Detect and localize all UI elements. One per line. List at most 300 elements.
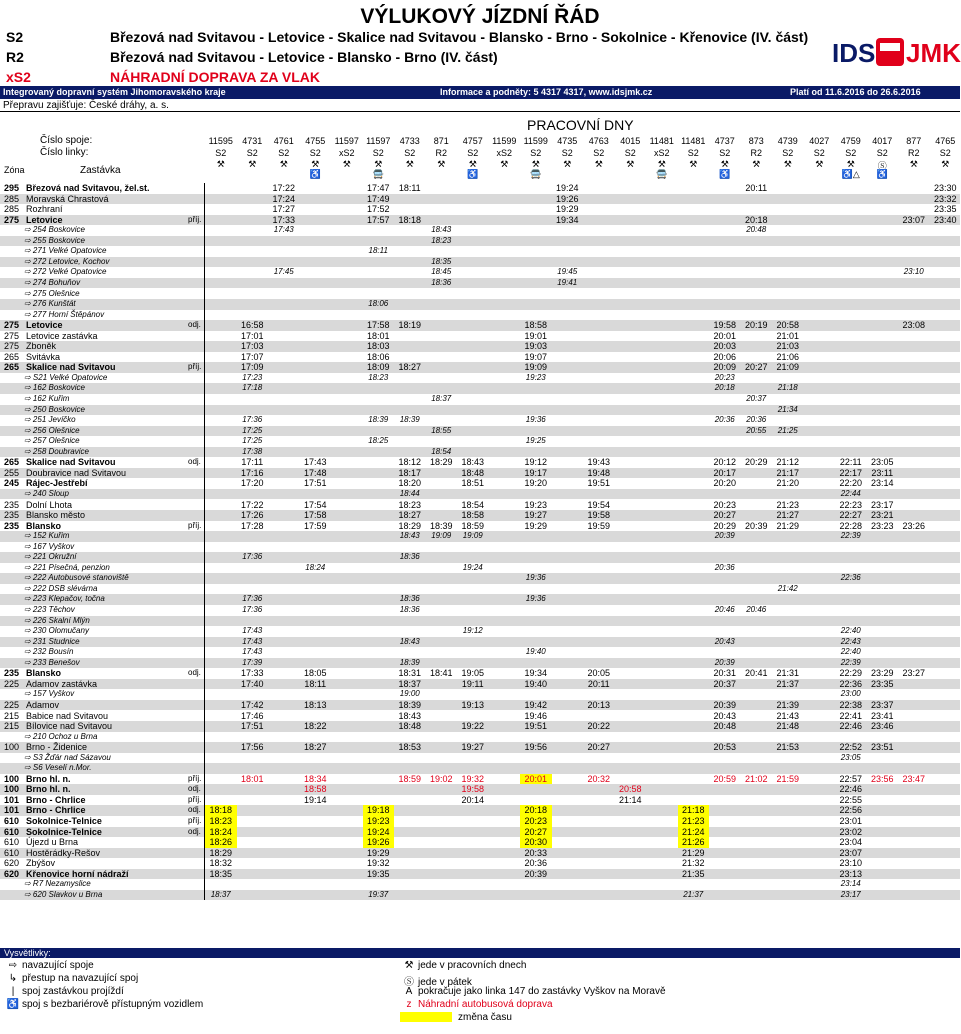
vehicle-icon: 🚍 bbox=[656, 169, 668, 179]
stop-row bbox=[0, 837, 960, 848]
departure-time: 22:56 bbox=[839, 805, 863, 816]
departure-time: 20:46 bbox=[746, 605, 767, 614]
stop-row bbox=[0, 457, 960, 468]
departure-time: 18:29 bbox=[209, 847, 233, 858]
departure-time: 21:09 bbox=[776, 362, 800, 373]
departure-time: 18:48 bbox=[398, 721, 422, 732]
line-number: xS2 bbox=[653, 148, 670, 158]
departure-time: 20:27 bbox=[713, 510, 737, 521]
connection-row bbox=[0, 236, 960, 247]
line-code: xS2 bbox=[6, 69, 31, 85]
stop-name: ⇨ R7 Nezamyslice bbox=[24, 879, 91, 889]
stop-row bbox=[0, 795, 960, 806]
departure-time: 19:24 bbox=[462, 562, 483, 572]
line-number: S2 bbox=[215, 148, 227, 158]
departure-time: 20:18 bbox=[744, 214, 768, 225]
departure-time: 19:34 bbox=[524, 668, 548, 679]
arrival-departure-marker: příj. bbox=[188, 520, 202, 530]
legend-text: jede v pracovních dnech bbox=[418, 960, 527, 971]
departure-time: 18:31 bbox=[398, 668, 422, 679]
connection-row bbox=[0, 763, 960, 774]
departure-time: 20:36 bbox=[714, 415, 735, 425]
departure-time: 20:23 bbox=[520, 816, 552, 827]
connection-row bbox=[0, 563, 960, 574]
arrival-departure-marker: příj. bbox=[188, 773, 202, 783]
svg-text:JMK: JMK bbox=[906, 38, 961, 68]
departure-time: 18:24 bbox=[305, 562, 326, 572]
stop-name: ⇨ 223 Klepačov, točna bbox=[24, 594, 105, 604]
legend-symbol: ⚒ bbox=[404, 960, 414, 971]
zone-number: 101 bbox=[4, 794, 20, 805]
departure-time: 17:36 bbox=[242, 415, 263, 425]
departure-time: 19:23 bbox=[525, 372, 546, 382]
departure-time: 19:24 bbox=[363, 827, 395, 838]
line-number: S2 bbox=[530, 148, 542, 158]
departure-time: 17:40 bbox=[240, 678, 264, 689]
departure-time: 18:24 bbox=[205, 827, 237, 838]
departure-time: 22:52 bbox=[839, 742, 863, 753]
legend-symbol: Ⓢ bbox=[404, 977, 414, 988]
departure-time: 18:29 bbox=[429, 457, 453, 468]
connection-row bbox=[0, 584, 960, 595]
stop-row bbox=[0, 521, 960, 532]
stop-name: ⇨ 233 Benešov bbox=[24, 657, 80, 667]
departure-time: 23:37 bbox=[870, 699, 894, 710]
connection-row bbox=[0, 489, 960, 500]
departure-time: 22:39 bbox=[840, 531, 861, 541]
departure-time: 18:17 bbox=[398, 467, 422, 478]
operating-day-icon: ⚒ bbox=[437, 159, 446, 169]
line-number: S2 bbox=[246, 148, 258, 158]
stop-name: ⇨ 167 Vyškov bbox=[24, 541, 75, 551]
operating-day-icon: ⚒ bbox=[248, 159, 257, 169]
departure-time: 19:29 bbox=[524, 520, 548, 531]
departure-time: 20:13 bbox=[587, 699, 611, 710]
departure-time: 23:14 bbox=[840, 879, 861, 889]
departure-time: 19:26 bbox=[555, 193, 579, 204]
operating-day-icon: ⚒ bbox=[815, 159, 824, 169]
zone-number: 235 bbox=[4, 520, 20, 531]
departure-time: 20:32 bbox=[587, 773, 611, 784]
departure-time: 19:37 bbox=[368, 889, 389, 899]
departure-time: 18:55 bbox=[431, 425, 452, 435]
departure-time: 18:43 bbox=[431, 225, 452, 235]
legend-item bbox=[400, 960, 526, 971]
stop-name: Blansko bbox=[26, 668, 62, 679]
departure-time: 19:23 bbox=[363, 816, 395, 827]
departure-time: 20:41 bbox=[744, 668, 768, 679]
departure-time: 18:27 bbox=[398, 510, 422, 521]
departure-time: 18:18 bbox=[398, 214, 422, 225]
departure-time: 18:54 bbox=[431, 446, 452, 456]
stop-name: Brno - Židenice bbox=[26, 742, 88, 753]
route-description: Březová nad Svitavou - Letovice - Blansko - Brno (IV. část) bbox=[110, 49, 498, 65]
departure-time: 21:01 bbox=[776, 330, 800, 341]
departure-time: 23:05 bbox=[840, 752, 861, 762]
departure-time: 17:20 bbox=[240, 478, 264, 489]
departure-time: 19:14 bbox=[303, 794, 327, 805]
departure-time: 23:40 bbox=[933, 214, 957, 225]
departure-time: 23:41 bbox=[870, 710, 894, 721]
zone-number: 215 bbox=[4, 721, 20, 732]
departure-time: 18:37 bbox=[210, 889, 231, 899]
operating-day-icon: Ⓢ bbox=[877, 161, 887, 171]
stop-name: ⇨ S6 Veselí n.Mor. bbox=[24, 763, 92, 773]
departure-time: 18:05 bbox=[303, 668, 327, 679]
departure-time: 19:18 bbox=[363, 805, 395, 816]
departure-time: 19:58 bbox=[587, 510, 611, 521]
train-number: 4765 bbox=[935, 136, 956, 146]
zone-label: Zóna bbox=[4, 165, 25, 175]
connection-row bbox=[0, 732, 960, 743]
connection-row bbox=[0, 542, 960, 553]
stop-row bbox=[0, 468, 960, 479]
stop-row bbox=[0, 194, 960, 205]
stop-name: Skalice nad Svitavou bbox=[26, 457, 116, 468]
departure-time: 21:03 bbox=[776, 341, 800, 352]
departure-time: 18:13 bbox=[303, 699, 327, 710]
line-code: S2 bbox=[6, 29, 24, 45]
departure-time: 21:31 bbox=[776, 668, 800, 679]
train-number: 4739 bbox=[777, 136, 798, 146]
departure-time: 17:39 bbox=[242, 657, 263, 667]
departure-time: 17:36 bbox=[242, 594, 263, 604]
departure-time: 19:29 bbox=[366, 847, 390, 858]
ids-jmk-logo bbox=[830, 26, 961, 78]
connection-row bbox=[0, 373, 960, 384]
stop-row bbox=[0, 478, 960, 489]
train-number: 4731 bbox=[242, 136, 263, 146]
zone-number: 265 bbox=[4, 351, 20, 362]
departure-time: 18:39 bbox=[398, 699, 422, 710]
departure-time: 18:11 bbox=[304, 678, 327, 689]
legend-text: jede v pátek bbox=[418, 977, 472, 988]
departure-time: 19:07 bbox=[524, 351, 548, 362]
vehicle-icon: ♿△ bbox=[841, 169, 860, 179]
departure-time: 17:16 bbox=[240, 467, 264, 478]
stop-name: ⇨ 251 Jevíčko bbox=[24, 415, 76, 425]
operating-day-icon: ⚒ bbox=[626, 159, 635, 169]
connection-row bbox=[0, 689, 960, 700]
departure-time: 19:51 bbox=[587, 478, 611, 489]
yellow-swatch bbox=[400, 1012, 452, 1022]
legend-item bbox=[400, 986, 666, 997]
departure-time: 22:36 bbox=[840, 573, 861, 583]
departure-time: 23:23 bbox=[870, 520, 894, 531]
line-number: S2 bbox=[719, 148, 731, 158]
route-description: NÁHRADNÍ DOPRAVA ZA VLAK bbox=[110, 69, 320, 85]
departure-time: 18:22 bbox=[303, 721, 327, 732]
departure-time: 18:27 bbox=[398, 362, 422, 373]
departure-time: 20:36 bbox=[746, 415, 767, 425]
departure-time: 23:47 bbox=[902, 773, 926, 784]
departure-time: 23:04 bbox=[839, 837, 863, 848]
line-number: S2 bbox=[845, 148, 857, 158]
departure-time: 22:17 bbox=[839, 467, 863, 478]
departure-time: 23:17 bbox=[870, 499, 894, 510]
departure-time: 22:11 bbox=[839, 457, 862, 468]
departure-time: 18:43 bbox=[398, 710, 422, 721]
departure-time: 20:46 bbox=[714, 605, 735, 614]
stop-name: ⇨ 258 Doubravice bbox=[24, 446, 89, 456]
departure-time: 19:42 bbox=[524, 699, 548, 710]
departure-time: 19:32 bbox=[461, 773, 485, 784]
departure-time: 23:32 bbox=[933, 193, 957, 204]
zone-number: 275 bbox=[4, 214, 20, 225]
legend-text: přestup na navazující spoj bbox=[22, 973, 139, 984]
departure-time: 23:35 bbox=[933, 204, 957, 215]
departure-time: 17:23 bbox=[242, 372, 263, 382]
operating-day-icon: ⚒ bbox=[689, 159, 698, 169]
departure-time: 18:11 bbox=[368, 246, 388, 256]
departure-time: 20:03 bbox=[713, 341, 737, 352]
departure-time: 22:40 bbox=[840, 647, 861, 657]
connection-row bbox=[0, 573, 960, 584]
zone-number: 620 bbox=[4, 868, 20, 879]
departure-time: 20:53 bbox=[713, 742, 737, 753]
departure-time: 20:01 bbox=[713, 330, 737, 341]
departure-time: 21:18 bbox=[678, 805, 710, 816]
stop-name: Brno hl. n. bbox=[26, 773, 71, 784]
departure-time: 23:51 bbox=[870, 742, 894, 753]
vehicle-icon: 🚍 bbox=[372, 169, 384, 179]
stop-name: ⇨ 257 Olešnice bbox=[24, 436, 80, 446]
train-number: 11599 bbox=[523, 136, 548, 146]
departure-time: 21:29 bbox=[681, 847, 705, 858]
route-description: Březová nad Svitavou - Letovice - Skalice nad Svitavou - Blansko - Brno - Sokolnice - Křenovice (IV. část) bbox=[110, 29, 809, 45]
connection-row bbox=[0, 447, 960, 458]
zone-number: 620 bbox=[4, 858, 20, 869]
departure-time: 21:18 bbox=[777, 383, 798, 393]
departure-time: 21:37 bbox=[776, 678, 800, 689]
connection-row bbox=[0, 225, 960, 236]
departure-time: 18:37 bbox=[431, 394, 452, 403]
stop-name: Adamov zastávka bbox=[26, 678, 98, 689]
zone-number: 100 bbox=[4, 784, 20, 795]
stop-name: ⇨ 226 Skalní Mlýn bbox=[24, 615, 90, 625]
connection-row bbox=[0, 616, 960, 627]
departure-time: 21:26 bbox=[678, 837, 710, 848]
stop-name: ⇨ 255 Boskovice bbox=[24, 235, 85, 245]
stop-row bbox=[0, 331, 960, 342]
stop-name: Letovice zastávka bbox=[26, 330, 98, 341]
departure-time: 19:09 bbox=[524, 362, 548, 373]
departure-time: 22:28 bbox=[839, 520, 863, 531]
connection-row bbox=[0, 879, 960, 890]
departure-time: 19:36 bbox=[525, 573, 546, 583]
connection-row bbox=[0, 658, 960, 669]
train-number: 4733 bbox=[399, 136, 420, 146]
arrival-departure-marker: příj. bbox=[188, 816, 202, 825]
departure-time: 19:51 bbox=[524, 721, 548, 732]
operating-day-icon: ⚒ bbox=[720, 159, 729, 169]
departure-time: 23:11 bbox=[871, 467, 894, 478]
arrival-departure-marker: odj. bbox=[188, 320, 201, 330]
stop-name: Blansko bbox=[26, 520, 62, 531]
stop-row bbox=[0, 204, 960, 215]
departure-time: 19:12 bbox=[462, 626, 483, 636]
zone-number: 265 bbox=[4, 457, 20, 468]
train-number: 4737 bbox=[714, 136, 735, 146]
arrival-departure-marker: odj. bbox=[188, 805, 201, 815]
connection-row bbox=[0, 267, 960, 278]
legend-text: pokračuje jako linka 147 do zastávky Vyškov na Moravě bbox=[418, 986, 666, 997]
zone-number: 285 bbox=[4, 204, 20, 215]
stop-name: ⇨ 221 Písečná, penzion bbox=[24, 562, 110, 572]
departure-time: 22:27 bbox=[839, 510, 863, 521]
stop-name: Brno hl. n. bbox=[26, 784, 71, 795]
legend-item bbox=[4, 986, 124, 997]
line-number: S2 bbox=[876, 148, 888, 158]
train-number: 871 bbox=[433, 136, 449, 146]
operating-day-icon: ⚒ bbox=[594, 159, 603, 169]
departure-time: 18:06 bbox=[366, 351, 390, 362]
departure-time: 19:24 bbox=[555, 183, 579, 193]
train-number: 11481 bbox=[649, 136, 674, 146]
stop-name: ⇨ 232 Bousín bbox=[24, 647, 74, 657]
line-number: S2 bbox=[782, 148, 794, 158]
departure-time: 18:23 bbox=[368, 372, 389, 382]
departure-time: 20:58 bbox=[618, 784, 642, 795]
arrival-departure-marker: odj. bbox=[188, 668, 201, 678]
departure-time: 18:25 bbox=[368, 436, 389, 446]
departure-time: 19:32 bbox=[366, 858, 390, 869]
departure-time: 18:58 bbox=[303, 784, 327, 795]
departure-time: 21:02 bbox=[744, 773, 768, 784]
departure-time: 17:25 bbox=[242, 425, 263, 435]
legend-symbol: ↳ bbox=[8, 973, 18, 984]
stop-name: Svitávka bbox=[26, 351, 61, 362]
departure-time: 20:39 bbox=[714, 531, 735, 541]
departure-time: 19:20 bbox=[524, 478, 548, 489]
legend-symbol: | bbox=[11, 986, 15, 997]
departure-time: 17:36 bbox=[242, 552, 263, 562]
vehicle-icon: ♿ bbox=[467, 169, 479, 179]
departure-time: 18:32 bbox=[209, 858, 233, 869]
departure-time: 23:17 bbox=[840, 889, 861, 899]
departure-time: 20:48 bbox=[713, 721, 737, 732]
departure-time: 23:10 bbox=[903, 267, 924, 277]
stop-row bbox=[0, 742, 960, 753]
departure-time: 18:59 bbox=[398, 773, 422, 784]
zone-number: 225 bbox=[4, 678, 20, 689]
departure-time: 20:37 bbox=[713, 678, 737, 689]
departure-time: 22:44 bbox=[840, 488, 861, 498]
operating-day-icon: ⚒ bbox=[783, 159, 792, 169]
departure-time: 21:42 bbox=[777, 583, 798, 593]
departure-time: 19:34 bbox=[555, 214, 579, 225]
stop-name: ⇨ 162 Boskovice bbox=[24, 383, 85, 393]
stop-name: Křenovice horní nádraží bbox=[26, 868, 129, 879]
departure-time: 22:40 bbox=[840, 626, 861, 636]
operating-day-icon: ⚒ bbox=[342, 159, 351, 169]
departure-time: 23:02 bbox=[839, 826, 863, 837]
departure-time: 21:48 bbox=[776, 721, 800, 732]
departure-time: 17:43 bbox=[242, 647, 263, 657]
stop-name: ⇨ 210 Ochoz u Brna bbox=[24, 731, 98, 741]
line-number: S2 bbox=[467, 148, 479, 158]
departure-time: 20:59 bbox=[713, 773, 737, 784]
stop-name: ⇨ 277 Horní Štěpánov bbox=[24, 309, 105, 319]
departure-time: 17:59 bbox=[303, 520, 327, 531]
departure-time: 17:45 bbox=[273, 267, 294, 277]
stop-name: ⇨ 272 Letovice, Kochov bbox=[24, 256, 110, 266]
connection-row bbox=[0, 890, 960, 901]
connection-row bbox=[0, 383, 960, 394]
departure-time: 17:58 bbox=[303, 510, 327, 521]
stop-row bbox=[0, 816, 960, 827]
departure-time: 20:23 bbox=[714, 372, 735, 382]
departure-time: 20:27 bbox=[587, 742, 611, 753]
train-number: 873 bbox=[748, 136, 764, 146]
line-number: S2 bbox=[687, 148, 699, 158]
departure-time: 18:44 bbox=[399, 488, 420, 498]
departure-time: 19:12 bbox=[524, 457, 548, 468]
departure-time: 20:43 bbox=[714, 636, 735, 646]
stop-row bbox=[0, 784, 960, 795]
departure-time: 17:58 bbox=[366, 320, 390, 331]
line-number: xS2 bbox=[496, 148, 512, 158]
legend-text: Náhradní autobusová doprava bbox=[418, 999, 553, 1010]
departure-time: 22:38 bbox=[839, 699, 863, 710]
zone-number: 265 bbox=[4, 362, 20, 373]
line-number: S2 bbox=[372, 148, 384, 158]
line-number: xS2 bbox=[338, 148, 355, 158]
zone-number: 610 bbox=[4, 847, 20, 858]
departure-time: 20:19 bbox=[744, 320, 768, 331]
connection-row bbox=[0, 552, 960, 563]
departure-time: 20:01 bbox=[520, 774, 552, 785]
stop-name: ⇨ 275 Olešnice bbox=[24, 288, 80, 298]
departure-time: 18:35 bbox=[431, 256, 452, 266]
stop-row bbox=[0, 510, 960, 521]
departure-time: 22:39 bbox=[840, 657, 861, 667]
departure-time: 20:23 bbox=[713, 499, 737, 510]
departure-time: 19:36 bbox=[525, 415, 546, 425]
zone-number: 235 bbox=[4, 668, 20, 679]
operating-day-icon: ⚒ bbox=[374, 159, 383, 169]
stop-row bbox=[0, 362, 960, 373]
stop-row bbox=[0, 320, 960, 331]
departure-time: 21:20 bbox=[776, 478, 800, 489]
departure-time: 18:39 bbox=[429, 520, 453, 531]
train-number-label: Číslo spoje: bbox=[40, 135, 93, 146]
connection-row bbox=[0, 531, 960, 542]
departure-time: 20:06 bbox=[713, 351, 737, 362]
departure-time: 19:43 bbox=[587, 457, 611, 468]
departure-time: 17:42 bbox=[240, 699, 264, 710]
train-number: 11599 bbox=[492, 136, 517, 146]
arrival-departure-marker: příj. bbox=[188, 794, 202, 804]
departure-time: 17:26 bbox=[240, 510, 264, 521]
stop-row bbox=[0, 352, 960, 363]
departure-time: 18:54 bbox=[461, 499, 485, 510]
zone-number: 610 bbox=[4, 837, 20, 848]
zone-number: 610 bbox=[4, 816, 20, 826]
connection-row bbox=[0, 299, 960, 310]
contact-info: Informace a podněty: 5 4317 4317, www.idsjmk.cz bbox=[440, 87, 653, 97]
departure-time: 17:09 bbox=[240, 362, 264, 373]
departure-time: 18:11 bbox=[398, 183, 421, 193]
departure-time: 22:36 bbox=[839, 678, 863, 689]
departure-time: 23:35 bbox=[870, 678, 894, 689]
departure-time: 19:09 bbox=[462, 531, 483, 541]
stop-name: ⇨ 222 Autobusové stanoviště bbox=[24, 573, 129, 583]
stop-name: ⇨ 250 Boskovice bbox=[24, 404, 85, 414]
connection-row bbox=[0, 426, 960, 437]
departure-time: 20:20 bbox=[713, 478, 737, 489]
departure-time: 17:52 bbox=[366, 204, 390, 215]
